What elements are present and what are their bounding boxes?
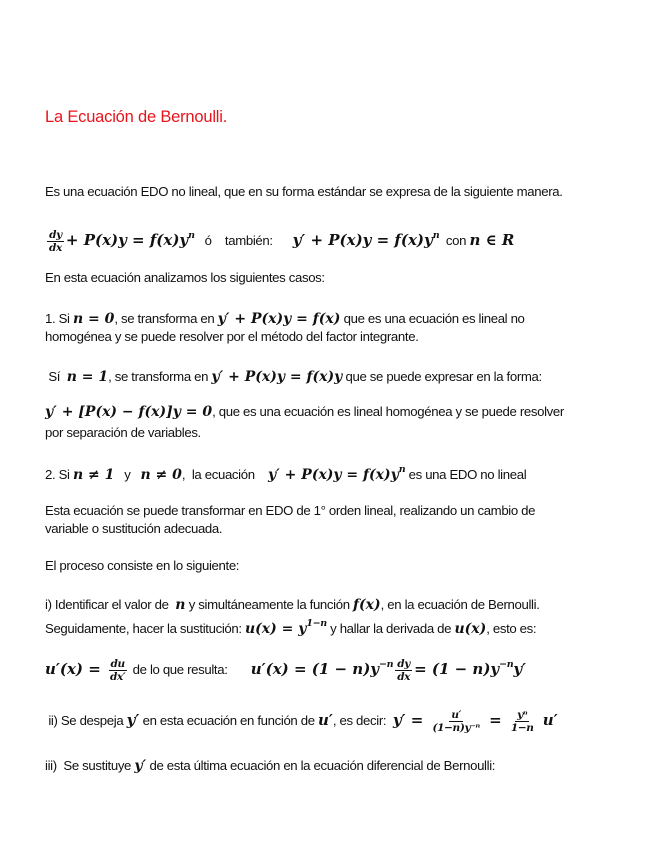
fraction-denominator: dx′ xyxy=(110,671,126,684)
text: , es decir: xyxy=(332,712,393,728)
math-expression: u(x) xyxy=(454,621,487,637)
math-expression: y′ xyxy=(126,710,140,729)
text-line xyxy=(45,596,540,614)
math-expression: n ≠ 1 xyxy=(72,467,115,483)
text: Es una ecuación EDO no lineal, que en su forma estándar se expresa de la siguiente manera. xyxy=(45,184,563,199)
text: es una EDO no lineal xyxy=(405,467,527,482)
math-expression: y′ + P(x)y = f(x)y xyxy=(211,369,343,385)
text: , se transforma en xyxy=(114,311,218,326)
text: en esta ecuación en función de xyxy=(139,712,319,728)
math-fraction xyxy=(431,709,482,734)
text: ó también: xyxy=(194,233,293,248)
math-expression: u′(x) = (1 − n)y xyxy=(250,660,380,678)
text: , que es una ecuación es lineal homogénea y se puede resolver xyxy=(212,404,564,419)
text: y hallar la derivada de xyxy=(326,621,455,636)
math-fraction xyxy=(509,709,536,734)
math-expression: n ≠ 0 xyxy=(140,467,182,483)
text-line xyxy=(45,368,542,386)
math-expression: n ∈ R xyxy=(469,231,515,249)
text: 1. Si xyxy=(45,311,73,326)
text: homogénea y se puede resolver por el método del factor integrante. xyxy=(45,329,419,344)
math-expression: u′ xyxy=(537,710,558,729)
text: En esta ecuación analizamos los siguientes casos: xyxy=(45,270,325,285)
math-expression: f(x) xyxy=(353,597,381,613)
math-expression: y′ + [P(x) − f(x)]y = 0 xyxy=(45,404,213,420)
text: de lo que resulta: xyxy=(129,662,251,677)
text: El proceso consiste en lo siguiente: xyxy=(45,558,240,573)
math-fraction xyxy=(108,658,127,683)
text: , se transforma en xyxy=(108,369,212,384)
page-title: La Ecuación de Bernoulli. xyxy=(45,108,228,126)
math-expression: y′ + P(x)y = f(x)y xyxy=(267,467,399,483)
text-line xyxy=(45,709,558,734)
text-line xyxy=(45,310,525,328)
math-expression: + P(x)y = f(x)y xyxy=(65,231,189,249)
math-superscript: n xyxy=(398,464,406,475)
math-expression: u′(x) = xyxy=(45,660,107,678)
math-superscript: 1−n xyxy=(306,618,327,629)
math-expression: n = 0 xyxy=(72,311,115,327)
fraction-denominator: dx xyxy=(397,671,411,684)
text: , en la ecuación de Bernoulli. xyxy=(380,597,540,612)
math-expression: y′ = xyxy=(392,710,429,729)
math-expression: u(x) = y xyxy=(245,621,307,637)
text-line xyxy=(45,328,419,346)
math-expression: y′ + P(x)y = f(x) xyxy=(217,311,341,327)
fraction-denominator: 1−n xyxy=(510,722,534,734)
text: i) Identificar el valor de xyxy=(45,597,176,612)
text: y xyxy=(114,467,141,482)
math-expression: n xyxy=(175,597,186,613)
text-line xyxy=(45,656,526,683)
text-line xyxy=(45,520,222,538)
text: que es una ecuación es lineal no xyxy=(340,311,525,326)
math-expression: = (1 − n)y xyxy=(414,660,500,678)
text: 2. Si xyxy=(45,467,73,482)
text: , la ecuación xyxy=(181,467,268,482)
text-line xyxy=(45,615,536,638)
text-line xyxy=(45,757,495,775)
text-line xyxy=(45,269,325,287)
text-line xyxy=(45,227,514,254)
math-expression: y′ + P(x)y = f(x)y xyxy=(292,231,433,249)
math-superscript: n xyxy=(432,230,440,241)
math-superscript: −n xyxy=(499,659,514,670)
text-line xyxy=(45,183,563,201)
math-fraction xyxy=(395,658,412,683)
text: Sí xyxy=(45,369,67,384)
math-expression: u′ xyxy=(318,710,333,729)
math-expression: n = 1 xyxy=(66,369,109,385)
text: que se puede expresar en la forma: xyxy=(342,369,542,384)
text: ii) Se despeja xyxy=(45,712,127,728)
fraction-denominator: dx xyxy=(49,242,62,255)
text: con xyxy=(439,233,470,248)
math-superscript: −n xyxy=(379,659,394,670)
text: Esta ecuación se puede transformar en EDO de 1° orden lineal, realizando un cambio de xyxy=(45,503,536,518)
fraction-numerator: dy xyxy=(49,229,62,242)
math-expression: y′ xyxy=(513,660,526,678)
text-line xyxy=(45,461,526,484)
text: por separación de variables. xyxy=(45,425,201,440)
fraction-numerator: u′ xyxy=(451,709,462,721)
text-line xyxy=(45,403,564,421)
text-line xyxy=(45,424,201,442)
math-fraction xyxy=(47,229,64,254)
text: y simultáneamente la función xyxy=(185,597,354,612)
text: Seguidamente, hacer la sustitución: xyxy=(45,621,245,636)
math-expression: = xyxy=(483,710,507,729)
text: de esta última ecuación en la ecuación diferencial de Bernoulli: xyxy=(146,758,496,773)
fraction-numerator: yⁿ xyxy=(517,709,528,721)
fraction-numerator: dy xyxy=(397,658,411,671)
text: , esto es: xyxy=(486,621,537,636)
fraction-numerator: du xyxy=(110,658,125,671)
text-line xyxy=(45,557,239,575)
text: iii) Se sustituye xyxy=(45,758,135,773)
fraction-denominator: (1−n)y⁻ⁿ xyxy=(432,722,480,734)
math-superscript: n xyxy=(188,230,195,241)
text: variable o sustitución adecuada. xyxy=(45,521,223,536)
math-expression: y′ xyxy=(134,758,147,774)
text-line xyxy=(45,502,535,520)
